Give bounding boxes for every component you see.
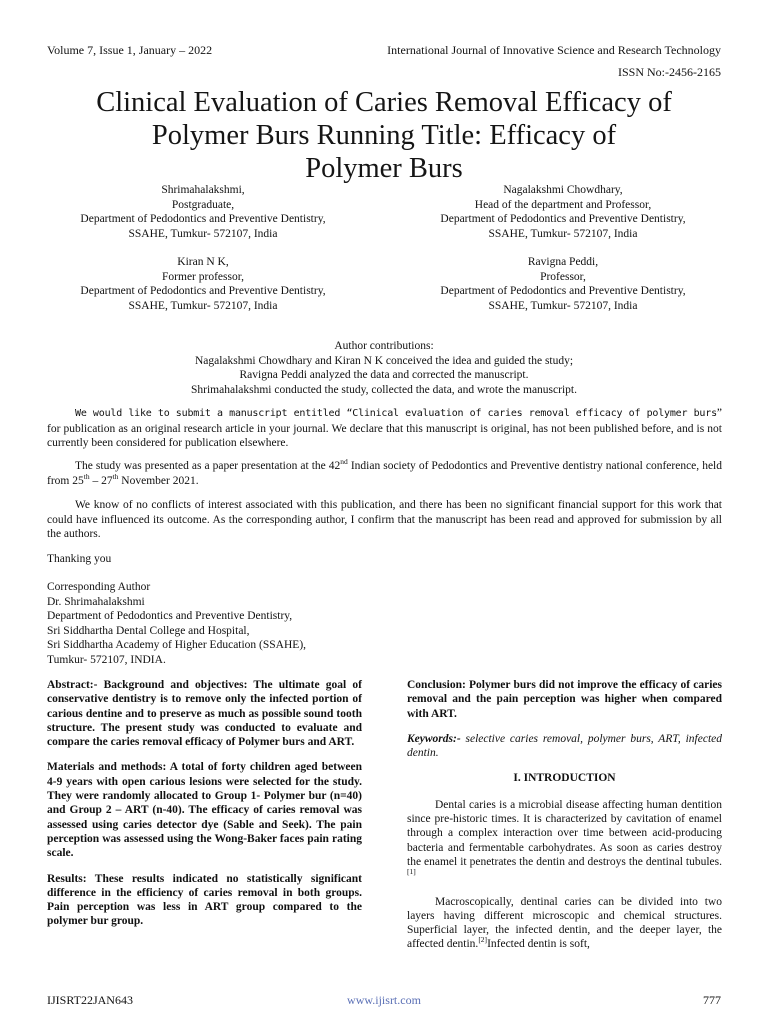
abstract-background: Abstract:- Background and objectives: The ultimate goal of conservative dentistry is to remove only the infected portion of carious dentine and to preserve as much as possible sound tooth structure. The present study was conducted to evaluate and compare the caries removal efficacy of Polymer burs and ART.: [47, 679, 362, 749]
author-contributions: [60, 339, 708, 397]
citation: [2]: [478, 935, 488, 945]
letter-paragraph-2: [47, 459, 722, 488]
intro-p2-cont: Infected dentin is soft,: [487, 938, 590, 951]
author-place: SSAHE, Tumkur- 572107, India: [128, 299, 278, 312]
author-dept: Department of Pedodontics and Preventive Dentistry,: [440, 213, 686, 225]
letter-p2-b: Indian society of Pedodontics and Preventive dentistry national conference, held from 25: [47, 460, 722, 487]
letter-p2-d: November 2021.: [118, 474, 199, 487]
intro-paragraph-2: [407, 895, 722, 952]
corresponding-academy: Sri Siddhartha Academy of Higher Education (SSAHE),: [47, 639, 307, 651]
section-heading-introduction: I. INTRODUCTION: [513, 772, 616, 785]
author-block: [398, 255, 728, 313]
footer-article-id: IJISRT22JAN643: [47, 993, 133, 1007]
keywords-label: Keywords:-: [407, 732, 461, 745]
citation: [1]: [407, 867, 416, 877]
abstract-methods: Materials and methods: A total of forty children aged between 4-9 years with open carious lesions were selected for the study. They were randomly allocated to Group 1- Polymer bur (n=40) and Group 2 – ART (n-40). The efficacy of caries removal was assessed using caries detector dye (Sable and Seek). The pain perception was assessed using the Wong-Baker faces pain rating scale.: [47, 761, 362, 860]
corresponding-name: Dr. Shrimahalakshmi: [47, 595, 145, 608]
corresponding-place: Tumkur- 572107, INDIA.: [47, 653, 166, 666]
contribution-line: Shrimahalakshmi conducted the study, collected the data, and wrote the manuscript.: [191, 383, 577, 396]
footer-website-link[interactable]: www.ijisrt.com: [347, 993, 421, 1007]
title-line-1: Clinical Evaluation of Caries Removal Efficacy of: [96, 87, 672, 118]
right-column: [407, 678, 722, 963]
author-role: Head of the department and Professor,: [474, 198, 652, 211]
author-block: [38, 183, 368, 241]
title-line-2: Polymer Burs Running Title: Efficacy of: [151, 120, 617, 151]
footer-page-number: 777: [703, 993, 721, 1007]
author-block: [398, 183, 728, 241]
author-dept: Department of Pedodontics and Preventive Dentistry,: [440, 285, 686, 297]
letter-paragraph-3: [47, 498, 722, 542]
title-line-3: Polymer Burs: [305, 153, 463, 184]
manuscript-title: Clinical evaluation of caries removal efficacy of polymer burs: [352, 408, 717, 419]
author-place: SSAHE, Tumkur- 572107, India: [488, 227, 638, 240]
keywords: [407, 732, 722, 761]
abstract-column: [47, 678, 362, 940]
intro-p1-text: Dental caries is a microbial disease affecting human dentition since pre-historic times. It is characterized by cavitation of enamel through a complex interaction over time between acid-producing bacteria and fermentable carbohydrates. As soon as caries destroy the enamel it penetrates the dentin and destroys the dentinal tubules.: [407, 798, 722, 868]
author-role: Professor,: [540, 270, 586, 283]
corresponding-dept: Department of Pedodontics and Preventive Dentistry,: [47, 610, 293, 622]
ordinal-sup: th: [112, 471, 119, 481]
corresponding-label: Corresponding Author: [47, 581, 151, 593]
author-place: SSAHE, Tumkur- 572107, India: [488, 299, 638, 312]
author-name: Nagalakshmi Chowdhary,: [503, 184, 623, 196]
author-name: Shrimahalakshmi,: [161, 184, 245, 196]
author-block: [38, 255, 368, 313]
ordinal-sup: nd: [340, 457, 348, 467]
author-role: Postgraduate,: [171, 198, 235, 211]
journal-name: International Journal of Innovative Science and Research Technology: [387, 43, 721, 57]
letter-p1-start: We would like to submit a manuscript entitled “: [75, 408, 353, 419]
author-dept: Department of Pedodontics and Preventive Dentistry,: [80, 213, 326, 225]
contribution-line: Nagalakshmi Chowdhary and Kiran N K conceived the idea and guided the study;: [194, 354, 574, 367]
volume-issue: Volume 7, Issue 1, January – 2022: [47, 43, 213, 57]
thanking-line: Thanking you: [47, 553, 112, 565]
corresponding-author-block: [47, 580, 306, 667]
author-role: Former professor,: [162, 270, 244, 283]
letter-p3: We know of no conflicts of interest associated with this publication, and there has been no significant financial support for this work that could have influenced its outcome. As the corresponding author, I confirm that the manuscript has been read and approved for submission by all the authors.: [47, 499, 722, 540]
corresponding-college: Sri Siddhartha Dental College and Hospital,: [47, 624, 250, 637]
intro-p2-text: Macroscopically, dentinal caries can be divided into two layers having different microscopic and chemical structures. Superficial layer, the infected dentin, and the deeper layer, the affected dentin.: [407, 895, 722, 951]
letter-p2-a: The study was presented as a paper presentation at the 42: [75, 460, 341, 472]
ordinal-sup: th: [83, 471, 90, 481]
contribution-line: Ravigna Peddi analyzed the data and corrected the manuscript.: [239, 369, 529, 381]
contributions-heading: Author contributions:: [334, 340, 434, 352]
issn: ISSN No:-2456-2165: [617, 65, 721, 79]
intro-paragraph-1: [407, 798, 722, 884]
letter-p2-c: – 27: [89, 474, 113, 487]
author-place: SSAHE, Tumkur- 572107, India: [128, 227, 278, 240]
author-name: Ravigna Peddi,: [527, 256, 599, 268]
author-name: Kiran N K,: [177, 256, 229, 268]
letter-paragraph-1: [47, 406, 722, 451]
abstract-results: Results: These results indicated no statistically significant difference in the efficiency of caries removal in both groups. Pain perception was less in ART group compared to the polymer bur group.: [47, 872, 362, 928]
paper-title: [40, 86, 728, 185]
abstract-conclusion: Conclusion: Polymer burs did not improve the efficacy of caries removal and the pain perception was higher when compared with ART.: [407, 679, 722, 720]
letter-p1-end: ” for publication as an original research article in your journal. We declare that this manuscript is original, has not been published before, and is not currently been considered for publication elsewhere.: [47, 407, 722, 449]
keywords-list: selective caries removal, polymer burs, ART, infected dentin.: [407, 732, 722, 760]
author-dept: Department of Pedodontics and Preventive Dentistry,: [80, 285, 326, 297]
